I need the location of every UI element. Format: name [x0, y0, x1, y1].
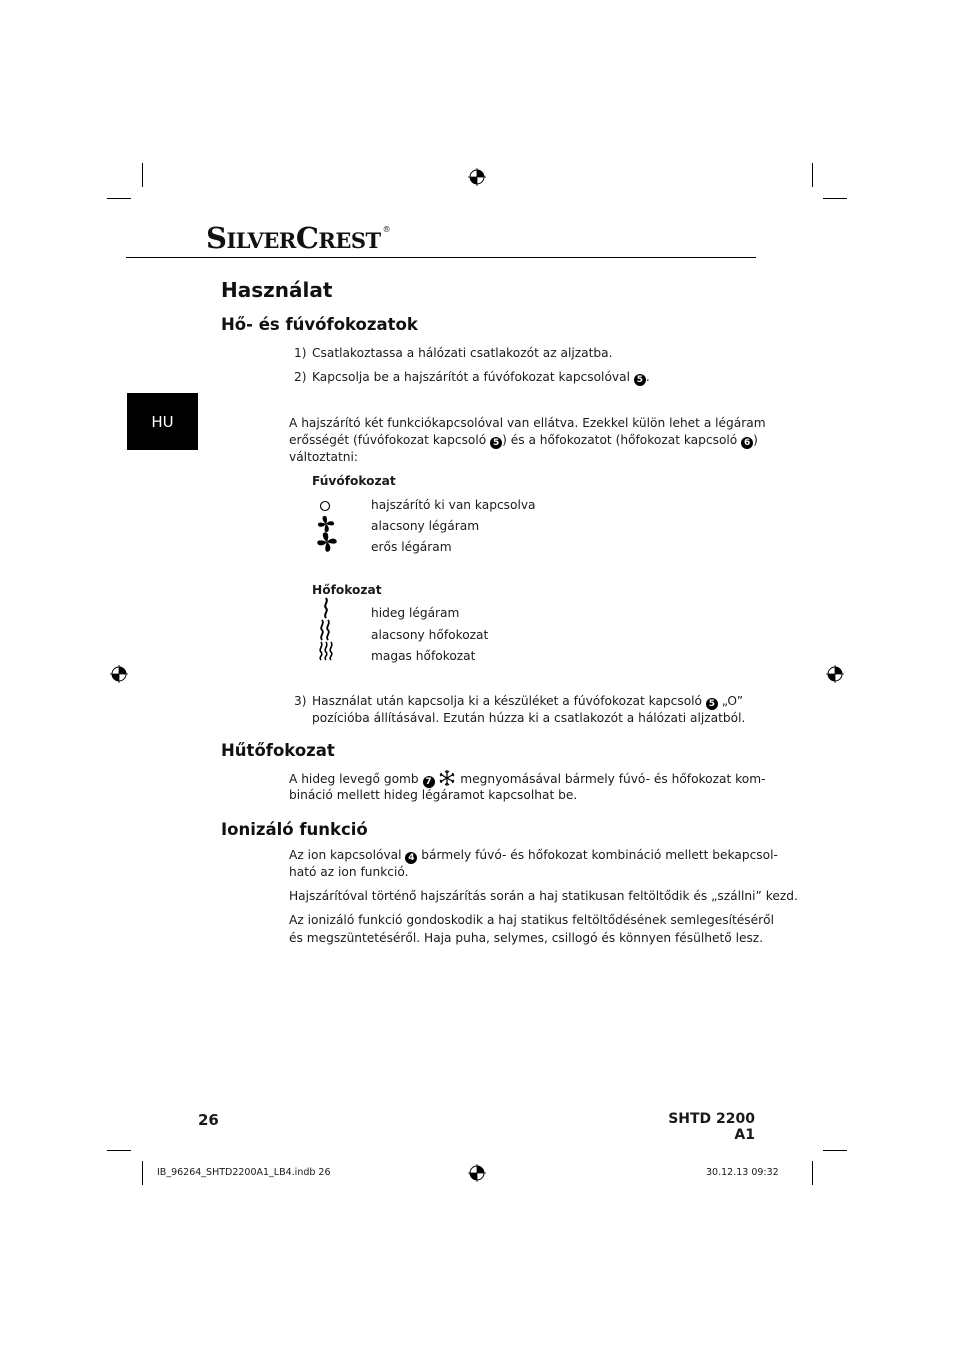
fan-item-label: erős légáram — [371, 540, 452, 554]
fan-item-label: hajszárító ki van kapcsolva — [371, 498, 536, 512]
page-number: 26 — [198, 1111, 219, 1129]
reference-number: 6 — [741, 437, 753, 449]
reference-number: 7 — [423, 776, 435, 788]
crop-mark — [107, 198, 131, 199]
paragraph-line: ható az ion funkció. — [289, 865, 409, 879]
section-title: Ionizáló funkció — [221, 820, 368, 839]
subsection-title: Fúvófokozat — [312, 474, 396, 488]
step-text: Kapcsolja be a hajszárítót a fúvófokozat kapcsolóval 5 . — [312, 370, 650, 385]
section-title: Hűtőfokozat — [221, 741, 335, 760]
registration-mark-icon — [468, 1164, 486, 1182]
model-number: SHTD 2200 A1 — [668, 1111, 755, 1143]
crop-mark — [142, 163, 143, 187]
step-number: 2) — [294, 370, 307, 384]
crop-mark — [107, 1150, 131, 1151]
paragraph-line: Hajszárítóval történő hajszárítás során a haj statikusan feltöltődik és „szállni” kezd. — [289, 889, 798, 903]
fan-item-label: alacsony légáram — [371, 519, 480, 533]
registration-mark-icon — [110, 665, 128, 683]
registration-mark-icon — [826, 665, 844, 683]
heat-item-label: magas hőfokozat — [371, 649, 476, 663]
reference-number: 5 — [490, 437, 502, 449]
crop-mark — [142, 1161, 143, 1185]
paragraph-line: Az ionizáló funkció gondoskodik a haj statikus feltöltődésének semlegesítéséről — [289, 913, 774, 927]
step-text: Csatlakoztassa a hálózati csatlakozót az aljzatba. — [312, 346, 613, 360]
heat-wave-1-icon — [321, 597, 333, 619]
paragraph-line: Az ion kapcsolóval 4 bármely fúvó- és hőfokozat kombináció mellett bekapcsol- — [289, 848, 778, 863]
crop-mark — [823, 198, 847, 199]
step-text: Használat után kapcsolja ki a készüléket a fúvófokozat kapcsoló 5 „O” — [312, 694, 744, 709]
page-title: Használat — [221, 278, 333, 302]
print-slug-date: 30.12.13 09:32 — [706, 1167, 779, 1178]
section-title: Hő- és fúvófokozatok — [221, 315, 418, 334]
language-tab: HU — [127, 393, 198, 450]
subsection-title: Hőfokozat — [312, 583, 382, 597]
registration-mark-icon — [468, 168, 486, 186]
paragraph-line: erősségét (fúvófokozat kapcsoló 5 ) és a hőfokozatot (hőfokozat kapcsoló 6 ) — [289, 433, 758, 448]
step-number: 3) — [294, 694, 307, 708]
header-rule — [126, 257, 756, 258]
paragraph-line: és megszüntetéséről. Haja puha, selymes, csillogó és könnyen fésülhető lesz. — [289, 931, 764, 945]
reference-number: 5 — [634, 374, 646, 386]
paragraph-line: A hideg levegő gomb 7 megnyomásával bármely fúvó- és hőfokozat kom- — [289, 769, 766, 788]
fan-high-icon — [315, 530, 339, 554]
reference-number: 4 — [405, 852, 417, 864]
circle-off-icon — [319, 500, 331, 512]
reference-number: 5 — [706, 698, 718, 710]
heat-wave-3-icon — [317, 641, 337, 661]
crop-mark — [823, 1150, 847, 1151]
paragraph-line: A hajszárító két funkciókapcsolóval van ellátva. Ezekkel külön lehet a légáram — [289, 416, 766, 430]
heat-item-label: alacsony hőfokozat — [371, 628, 489, 642]
snowflake-icon — [438, 769, 456, 787]
heat-wave-2-icon — [318, 619, 334, 641]
brand-logo: SILVERCREST ® — [206, 221, 391, 255]
heat-item-label: hideg légáram — [371, 606, 460, 620]
print-slug-file: IB_96264_SHTD2200A1_LB4.indb 26 — [157, 1167, 331, 1178]
crop-mark — [812, 163, 813, 187]
paragraph-line: bináció mellett hideg légáramot kapcsolhat be. — [289, 788, 578, 802]
crop-mark — [812, 1161, 813, 1185]
paragraph-line: változtatni: — [289, 450, 358, 464]
step-text: pozícióba állításával. Ezután húzza ki a csatlakozót a hálózati aljzatból. — [312, 711, 746, 725]
step-number: 1) — [294, 346, 307, 360]
